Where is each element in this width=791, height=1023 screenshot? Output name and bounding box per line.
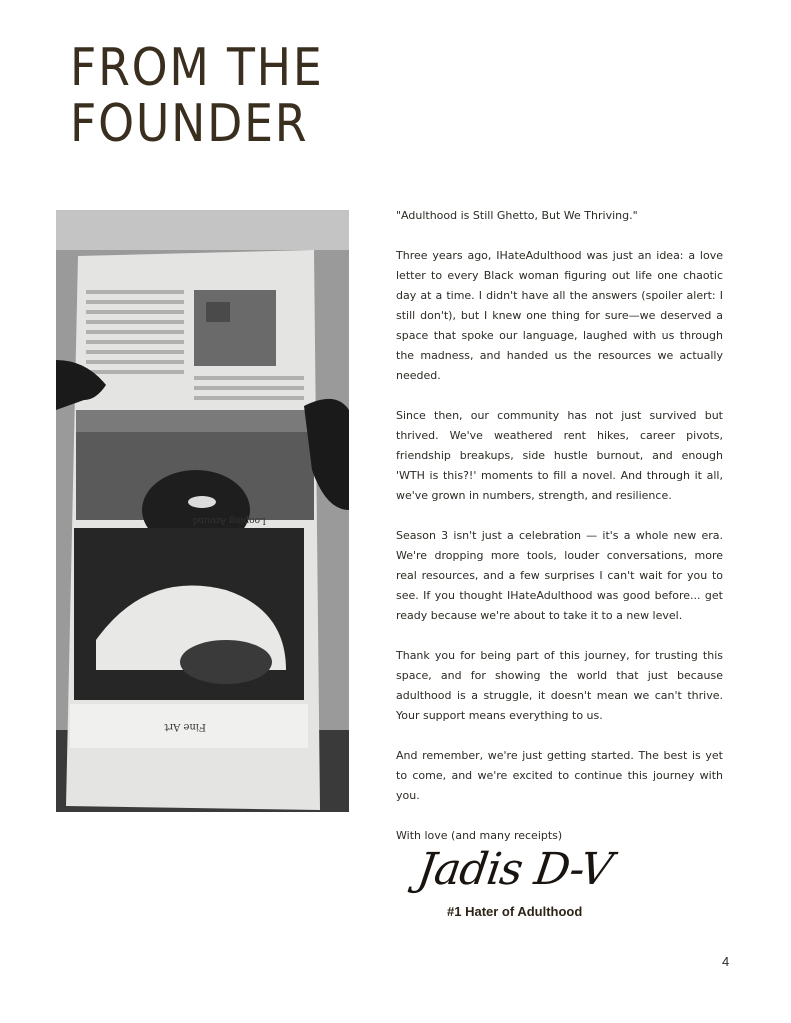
letter-paragraph: And remember, we're just getting started. The best is yet to come, and we're excited to continue this journey with you. [396, 749, 723, 802]
signature: Jadis D-V [414, 844, 615, 895]
newspaper-caption: Fine Art [164, 721, 206, 732]
title-line-1: FROM THE [70, 38, 324, 98]
letter-closing: With love (and many receipts) [396, 829, 563, 842]
letter-paragraph: Three years ago, IHateAdulthood was just an idea: a love letter to every Black woman figuring out life one chaotic day at a time. I didn't have all the answers (spoiler alert: I still don't), but I knew one thing for sure—we deserved a space that spoke our language, laughed with us through the madness, and handed us the resources we actually needed. [396, 249, 723, 382]
signature-title: #1 Hater of Adulthood [447, 904, 583, 919]
page-number: 4 [722, 954, 730, 969]
page-title [70, 40, 324, 152]
title-line-2: FOUNDER [70, 94, 309, 154]
letter-paragraph: Thank you for being part of this journey, for trusting this space, and for showing the world that just because adulthood is a struggle, it doesn't mean we can't thrive. Your support means everything to us. [396, 649, 723, 722]
newspaper-upside-text: Looping Around [192, 515, 266, 525]
letter-quote: "Adulthood is Still Ghetto, But We Thriving." [396, 209, 638, 222]
letter-paragraph: Since then, our community has not just survived but thrived. We've weathered rent hikes, career pivots, friendship breakups, side hustle burnout, and enough 'WTH is this?!' moments to fill a novel. And through it all, we've grown in numbers, strength, and resilience. [396, 409, 723, 502]
letter-paragraph: Season 3 isn't just a celebration — it's a whole new era. We're dropping more tools, louder conversations, more real resources, and a few surprises I can't wait for you to see. If you thought IHateAdulthood was good before... get ready because we're about to take it to a new level. [396, 529, 723, 622]
founder-letter [396, 206, 723, 866]
founder-photo [56, 210, 349, 812]
